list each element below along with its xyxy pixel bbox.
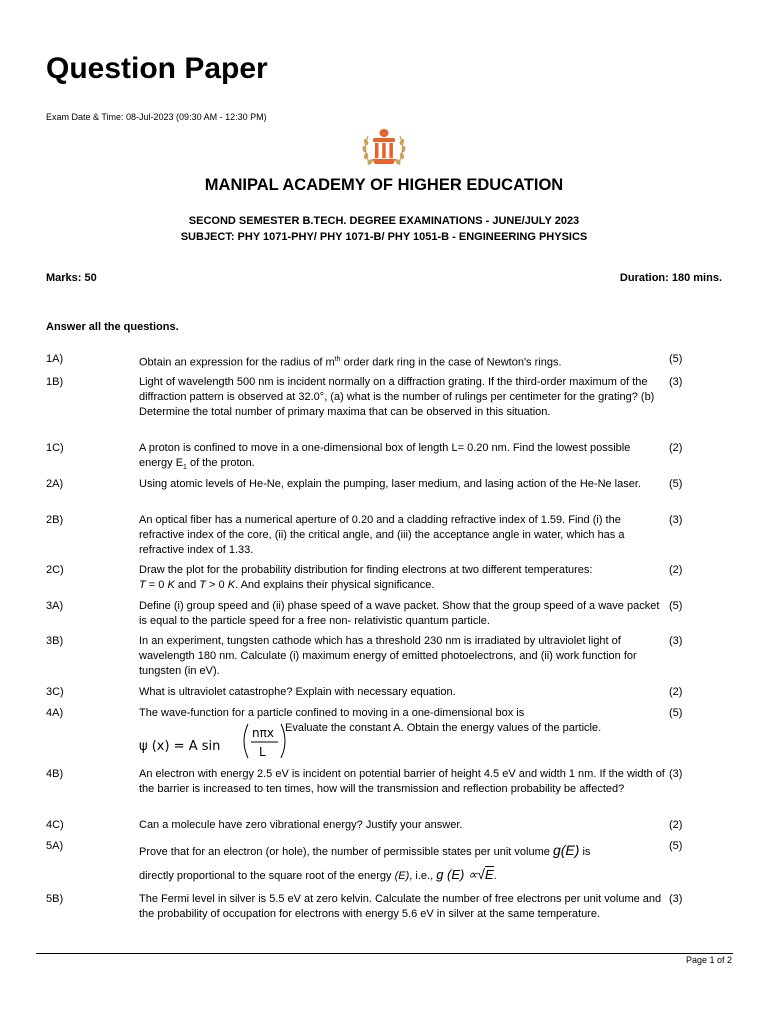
question-marks: (3): [669, 376, 683, 388]
instruction: Answer all the questions.: [46, 321, 179, 333]
question-marks: (3): [669, 893, 683, 905]
question-text: The wave-function for a particle confined to moving in a one-dimensional box is: [139, 707, 525, 719]
question-number: 5B): [46, 893, 64, 905]
question-number: 1B): [46, 376, 64, 388]
question-marks: (5): [669, 840, 683, 852]
footer-divider: [36, 953, 733, 954]
question-number: 2B): [46, 514, 64, 526]
question-marks: (2): [669, 686, 683, 698]
question-marks: (3): [669, 514, 683, 526]
question-text-continued: Evaluate the constant A. Obtain the energy values of the particle.: [285, 722, 602, 734]
question-number: 3B): [46, 635, 64, 647]
question-text: Light of wavelength 500 nm is incident normally on a diffraction grating. If the third-order maximum of the diffraction pattern is observed at 32.0°, (a) what is the number of rulings per centimeter for the grating? (b) Determine the total number of primary maxima that can be observed in this situation.: [139, 376, 655, 418]
question-text: An optical fiber has a numerical aperture of 0.20 and a cladding refractive index of 1.59. Find (i) the refractive index of the core, (ii) the critical angle, and (iii) the acceptance angle in water, which has a refractive index of 1.33.: [139, 514, 625, 556]
question-marks: (5): [669, 353, 683, 365]
question-text: Draw the plot for the probability distribution for finding electrons at two different temperatures: T = 0 K and T > 0 K. And explains their physical significance.: [139, 564, 593, 591]
exam-date: Exam Date & Time: 08-Jul-2023 (09:30 AM - 12:30 PM): [46, 112, 267, 122]
question-text: Obtain an expression for the radius of $m^{th}$ order dark ring in the case of Newton's rings.: [139, 356, 562, 369]
question-text: In an experiment, tungsten cathode which has a threshold 230 nm is irradiated by ultraviolet light of wavelength 180 nm. Calculate (i) maximum energy of emitted photoelectrons, and (ii) work function for tungsten (in eV).: [139, 635, 637, 677]
page-title: Question Paper: [46, 52, 268, 85]
question-text: An electron with energy 2.5 eV is incident on potential barrier of height 4.5 eV and width 1 nm. If the width of the barrier is increased to ten times, how will the transmission and reflection probability be affected?: [139, 768, 665, 795]
question-text: A proton is confined to move in a one-dimensional box of length L= 0.20 nm. Find the lowest possible energy $E_1$ of the proton.: [139, 442, 631, 472]
question-number: 2A): [46, 478, 64, 490]
question-marks: (5): [669, 707, 683, 719]
page-number: Page 1 of 2: [685, 955, 732, 965]
question-marks: (5): [669, 478, 683, 490]
question-number: 5A): [46, 840, 64, 852]
question-marks: (2): [669, 819, 683, 831]
question-number: 3A): [46, 600, 64, 612]
question-number: 2C): [46, 564, 64, 576]
question-number: 4C): [46, 819, 64, 831]
question-number: 4B): [46, 768, 64, 780]
question-text: Using atomic levels of He-Ne, explain the pumping, laser medium, and lasing action of the He-Ne laser.: [139, 478, 641, 490]
institution-name: MANIPAL ACADEMY OF HIGHER EDUCATION: [204, 176, 564, 194]
question-text: What is ultraviolet catastrophe? Explain with necessary equation.: [139, 686, 456, 698]
exam-semester: SECOND SEMESTER B.TECH. DEGREE EXAMINATIONS - JUNE/JULY 2023: [188, 215, 580, 227]
exam-subject: SUBJECT: PHY 1071-PHY/ PHY 1071-B/ PHY 1051-B - ENGINEERING PHYSICS: [180, 231, 588, 243]
question-number: 3C): [46, 686, 64, 698]
question-marks: (3): [669, 768, 683, 780]
question-number: 4A): [46, 707, 64, 719]
question-text: Can a molecule have zero vibrational energy? Justify your answer.: [139, 819, 463, 831]
question-text: Prove that for an electron (or hole), the number of permissible states per unit volume g(E) is directly proportional to the square root of the energy (E), i.e., g (E) ∝√E.: [139, 842, 591, 882]
formula-denominator: L: [259, 745, 266, 759]
exam-duration: Duration: 180 mins.: [619, 272, 722, 284]
formula-numerator: nπx: [252, 726, 274, 740]
formula-lhs: ψ (x) = A sin: [139, 739, 221, 754]
question-marks: (3): [669, 635, 683, 647]
question-text: Define (i) group speed and (ii) phase speed of a wave packet. Show that the group speed of a wave packet is equal to the particle speed for a free non- relativistic quantum particle.: [139, 600, 660, 627]
question-4a: [46, 706, 722, 762]
question-5a: [46, 839, 722, 882]
question-marks: (2): [669, 442, 683, 454]
question-number: 1A): [46, 353, 64, 365]
question-marks: (5): [669, 600, 683, 612]
question-number: 1C): [46, 442, 64, 454]
total-marks: Marks: 50: [46, 272, 97, 284]
question-marks: (2): [669, 564, 683, 576]
university-logo-icon: [358, 126, 410, 172]
question-text: The Fermi level in silver is 5.5 eV at zero kelvin. Calculate the number of free electrons per unit volume and the probability of occupation for electrons with energy 5.6 eV in silver at the same temperature.: [139, 893, 662, 920]
